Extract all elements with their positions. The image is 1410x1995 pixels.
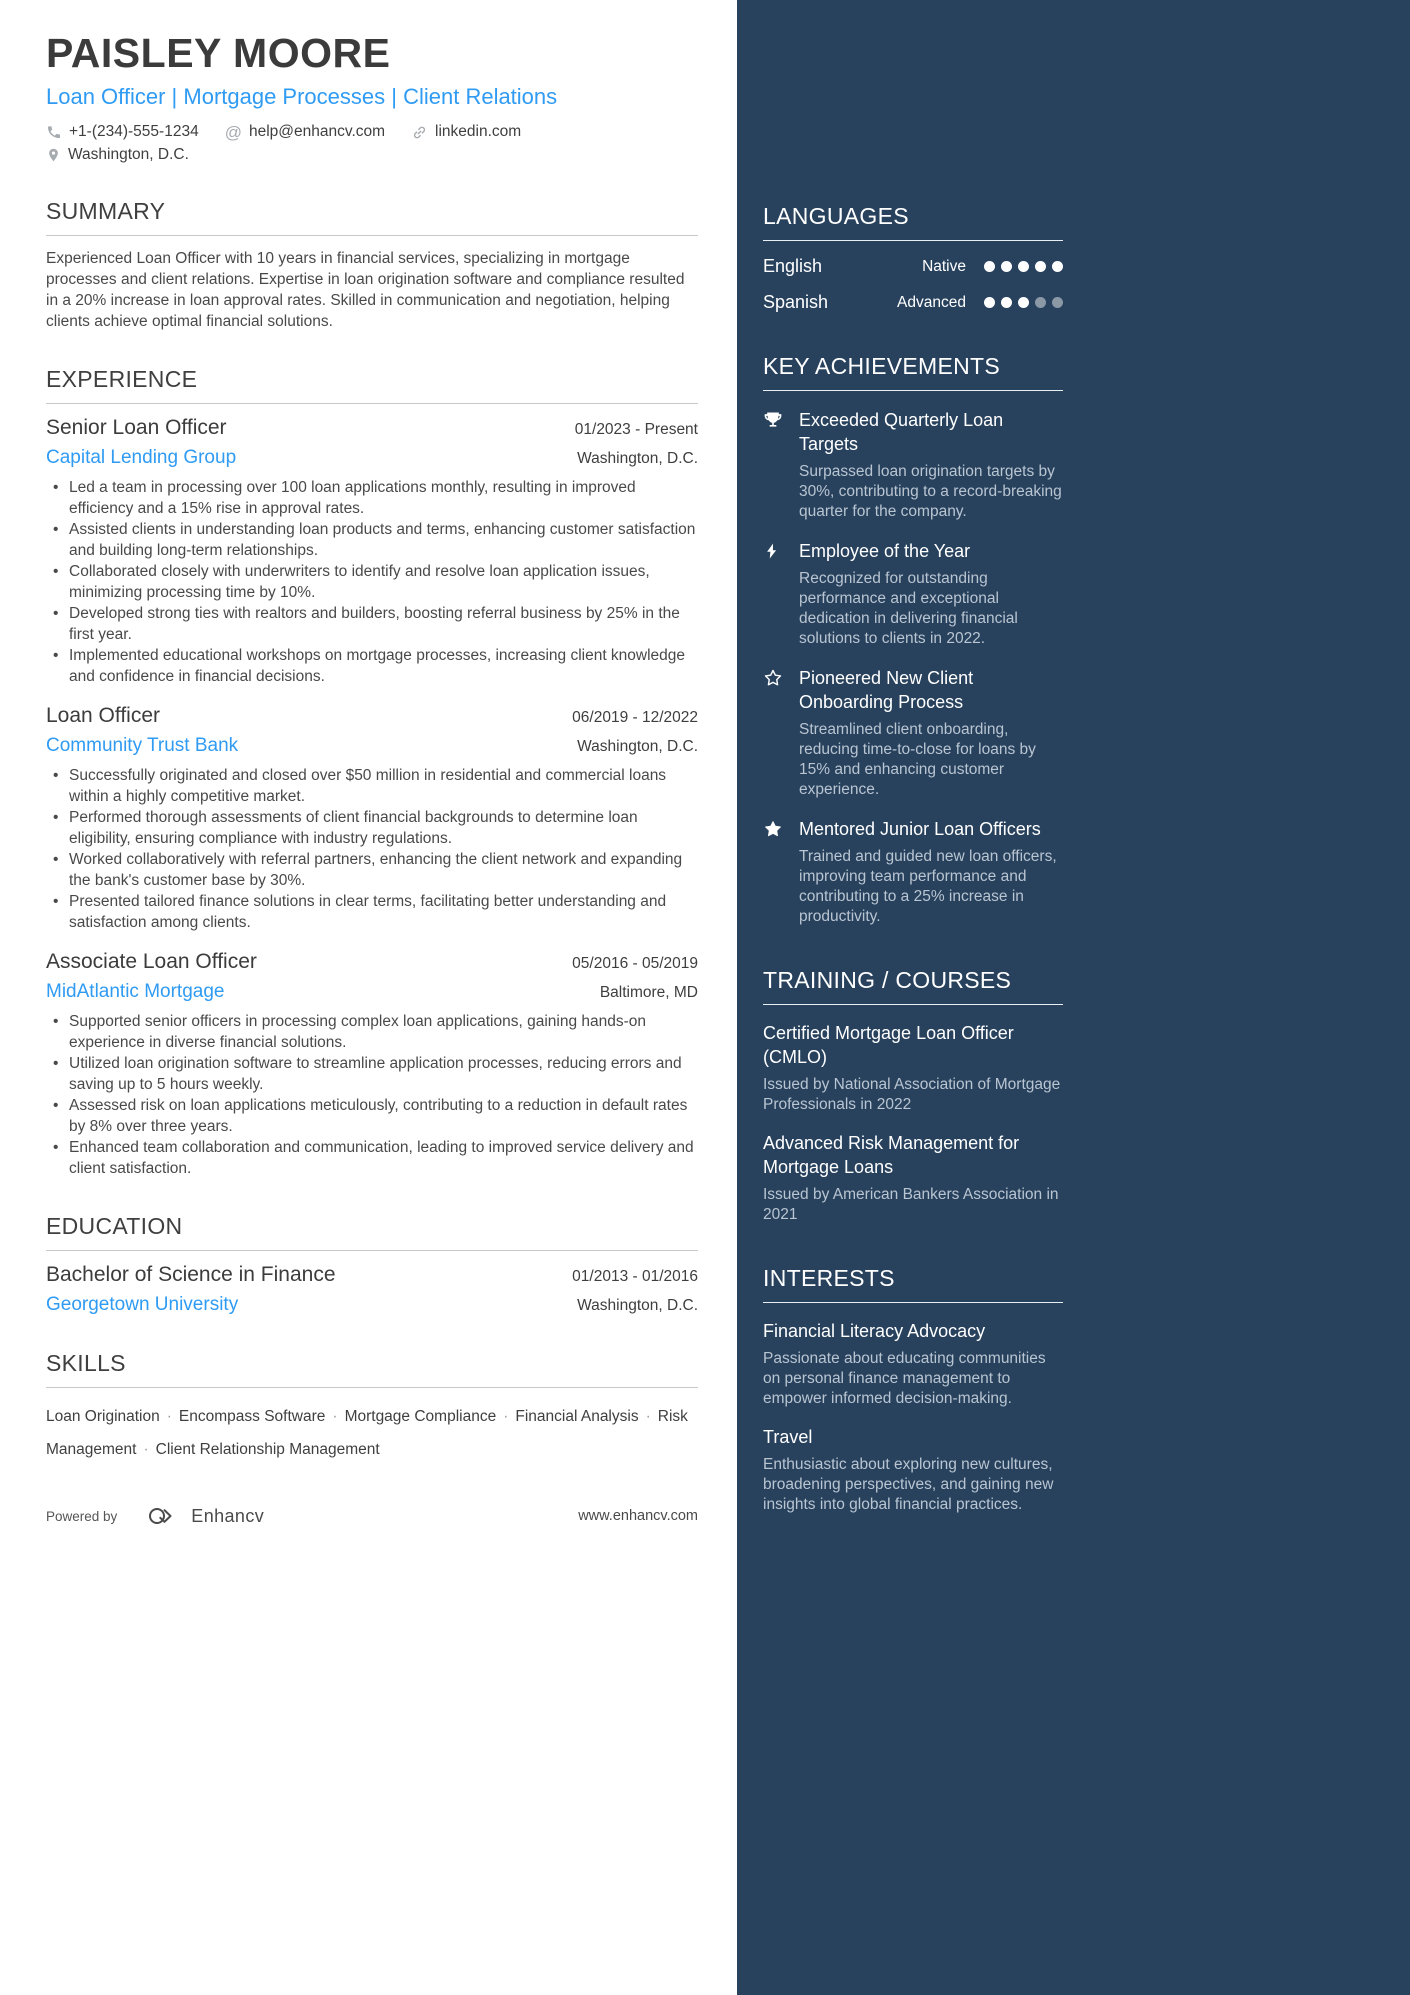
course-issuer: Issued by National Association of Mortgage Professionals in 2022 [763, 1076, 1061, 1113]
skills-section [46, 1350, 698, 1466]
enhancv-logo[interactable] [147, 1503, 264, 1529]
section-divider [46, 1250, 698, 1251]
contact-email[interactable] [225, 123, 385, 141]
summary-text: Experienced Loan Officer with 10 years in financial services, specializing in mortgage processes and client relations. Expertise in loan origination software and compliance resulted in a 20% increase in loan approval rates. Skilled in communication and negotiation, helping clients achieve optimal financial solutions. [46, 250, 685, 330]
link-icon [411, 124, 428, 141]
skill-item: Client Relationship Management [155, 1441, 380, 1458]
company-link[interactable]: Community Trust Bank [46, 735, 239, 756]
education-entry [46, 1263, 698, 1316]
star-outline-icon [763, 666, 799, 800]
skills-list [46, 1400, 698, 1466]
course-item [763, 1021, 1063, 1115]
section-divider [763, 390, 1063, 391]
experience-entry [46, 704, 698, 933]
training-section [763, 967, 1063, 1225]
interest-item [763, 1425, 1063, 1515]
interest-text: Passionate about educating communities on personal finance management to empower informed decision-making. [763, 1350, 1046, 1407]
skill-separator: · [645, 1408, 651, 1425]
language-level: Advanced [897, 293, 966, 311]
job-bullet: • Led a team in processing over 100 loan applications monthly, resulting in improved efficiency and a 15% rise in approval rates. [46, 478, 698, 519]
job-title: Senior Loan Officer [46, 416, 227, 439]
language-proficiency-dots [984, 297, 1063, 308]
location-text: Washington, D.C. [68, 146, 189, 163]
enhancv-logo-icon [147, 1503, 181, 1529]
experience-heading: EXPERIENCE [46, 366, 198, 392]
job-bullet: • Utilized loan origination software to streamline application processes, reducing errors and saving up to 5 hours weekly. [46, 1054, 698, 1095]
job-bullet: • Assisted clients in understanding loan products and terms, enhancing customer satisfaction and building long-term relationships. [46, 520, 698, 561]
language-name: English [763, 256, 823, 276]
achievement-title: Pioneered New Client Onboarding Process [799, 668, 974, 712]
contact-phone [46, 123, 199, 141]
job-dates: 06/2019 - 12/2022 [572, 709, 698, 726]
job-dates: 05/2016 - 05/2019 [572, 955, 698, 972]
interest-title: Financial Literacy Advocacy [763, 1321, 986, 1341]
interest-title: Travel [763, 1427, 813, 1447]
contact-location [46, 146, 189, 164]
achievement-item [763, 817, 1063, 927]
course-title: Advanced Risk Management for Mortgage Loans [763, 1133, 1020, 1177]
job-bullet: • Presented tailored finance solutions in clear terms, facilitating better understanding and satisfaction among clients. [46, 892, 698, 933]
job-bullet-list [46, 478, 698, 687]
interests-section [763, 1265, 1063, 1515]
education-heading: EDUCATION [46, 1213, 183, 1239]
training-heading: TRAINING / COURSES [763, 967, 1012, 993]
job-title: Loan Officer [46, 704, 161, 727]
language-row [763, 292, 1063, 313]
phone-number: +1-(234)-555-1234 [69, 123, 199, 140]
achievement-item [763, 666, 1063, 800]
achievement-title: Employee of the Year [799, 541, 971, 561]
skill-item: Financial Analysis [515, 1408, 639, 1425]
achievement-text: Recognized for outstanding performance and exceptional dedication in delivering financial solutions to clients in 2022. [799, 570, 1018, 647]
achievement-text: Streamlined client onboarding, reducing time-to-close for loans by 15% and enhancing customer experience. [799, 721, 1036, 798]
job-title: Associate Loan Officer [46, 950, 257, 973]
experience-section [46, 366, 698, 1179]
contact-linkedin[interactable] [411, 123, 521, 141]
course-item [763, 1131, 1063, 1225]
job-location: Baltimore, MD [599, 984, 698, 1001]
interests-heading: INTERESTS [763, 1265, 895, 1291]
job-bullet: • Collaborated closely with underwriters to identify and resolve loan application issues, minimizing processing time by 10%. [46, 562, 698, 603]
section-divider [46, 1387, 698, 1388]
bolt-icon [763, 539, 799, 649]
language-name: Spanish [763, 292, 829, 312]
achievement-item [763, 408, 1063, 522]
footer-url[interactable]: www.enhancv.com [578, 1508, 698, 1524]
phone-icon [46, 124, 62, 140]
skill-item: Mortgage Compliance [344, 1408, 497, 1425]
contact-row-2 [46, 146, 698, 164]
achievements-heading: KEY ACHIEVEMENTS [763, 353, 1001, 379]
resume-sidebar [737, 0, 1410, 1995]
at-icon: @ [224, 122, 242, 142]
job-bullet: • Implemented educational workshops on mortgage processes, increasing client knowledge and confidence in financial decisions. [46, 646, 698, 687]
skill-item: Encompass Software [178, 1408, 326, 1425]
language-level: Native [922, 257, 966, 275]
enhancv-brand-name: Enhancv [191, 1505, 265, 1526]
achievements-section [763, 353, 1063, 927]
education-location: Washington, D.C. [577, 1297, 698, 1314]
section-divider [763, 1302, 1063, 1303]
achievement-title: Exceeded Quarterly Loan Targets [799, 410, 1004, 454]
experience-entry [46, 950, 698, 1179]
achievement-text: Surpassed loan origination targets by 30%, contributing to a record-breaking quarter for the company. [799, 463, 1062, 520]
skill-separator: · [166, 1408, 172, 1425]
job-dates: 01/2023 - Present [574, 421, 698, 438]
achievement-title: Mentored Junior Loan Officers [799, 819, 1041, 839]
course-title: Certified Mortgage Loan Officer (CMLO) [763, 1023, 1014, 1067]
skill-separator: · [332, 1408, 338, 1425]
job-bullet: • Supported senior officers in processing complex loan applications, gaining hands-on experience in diverse financial solutions. [46, 1012, 698, 1053]
summary-section [46, 198, 698, 332]
section-divider [763, 1004, 1063, 1005]
candidate-headline: Loan Officer | Mortgage Processes | Client Relations [46, 84, 558, 109]
languages-heading: LANGUAGES [763, 203, 909, 229]
skill-separator: · [503, 1408, 509, 1425]
languages-section [763, 203, 1063, 313]
summary-heading: SUMMARY [46, 198, 166, 224]
skill-separator: · [143, 1441, 149, 1458]
job-bullet: • Worked collaboratively with referral partners, enhancing the client network and expanding the bank's customer base by 30%. [46, 850, 698, 891]
company-link[interactable]: MidAtlantic Mortgage [46, 981, 225, 1002]
job-bullet: • Successfully originated and closed over $50 million in residential and commercial loans within a highly competitive market. [46, 766, 698, 807]
location-pin-icon [46, 147, 61, 163]
skills-heading: SKILLS [46, 1350, 126, 1376]
job-bullet: • Developed strong ties with realtors and builders, boosting referral business by 25% in the first year. [46, 604, 698, 645]
achievement-item [763, 539, 1063, 649]
experience-entry [46, 416, 698, 687]
course-issuer: Issued by American Bankers Association in 2021 [763, 1186, 1059, 1223]
education-dates: 01/2013 - 01/2016 [572, 1268, 698, 1285]
job-bullet-list [46, 766, 698, 933]
contact-row [46, 123, 698, 141]
skill-item: Loan Origination [46, 1408, 160, 1425]
section-divider [46, 235, 698, 236]
job-bullet: • Performed thorough assessments of client financial backgrounds to determine loan eligibility, ensuring compliance with industry regulations. [46, 808, 698, 849]
education-section [46, 1213, 698, 1316]
school-link[interactable]: Georgetown University [46, 1294, 239, 1315]
section-divider [46, 403, 698, 404]
language-row [763, 256, 1063, 277]
trophy-icon [763, 408, 799, 522]
job-location: Washington, D.C. [577, 450, 698, 467]
interest-item [763, 1319, 1063, 1409]
email-address[interactable]: help@enhancv.com [248, 123, 386, 140]
company-link[interactable]: Capital Lending Group [46, 447, 237, 468]
candidate-name: PAISLEY MOORE [46, 30, 391, 76]
job-bullet: • Enhanced team collaboration and communication, leading to improved service delivery and client satisfaction. [46, 1138, 698, 1179]
linkedin-url[interactable]: linkedin.com [435, 123, 522, 140]
powered-by-label: Powered by [46, 1508, 118, 1524]
degree-title: Bachelor of Science in Finance [46, 1263, 336, 1286]
achievement-text: Trained and guided new loan officers, improving team performance and contributing to a 25% increase in productivity. [799, 848, 1057, 925]
interest-text: Enthusiastic about exploring new cultures, broadening perspectives, and gaining new insights into global financial practices. [763, 1456, 1054, 1513]
job-location: Washington, D.C. [577, 738, 698, 755]
page-footer [46, 1503, 698, 1529]
resume-main-column [46, 0, 698, 1466]
job-bullet: • Assessed risk on loan applications meticulously, contributing to a reduction in default rates by 8% over three years. [46, 1096, 698, 1137]
job-bullet-list [46, 1012, 698, 1179]
star-icon [763, 817, 799, 927]
language-proficiency-dots [984, 261, 1063, 272]
section-divider [763, 240, 1063, 241]
skill-item: Risk Management [46, 1408, 688, 1458]
